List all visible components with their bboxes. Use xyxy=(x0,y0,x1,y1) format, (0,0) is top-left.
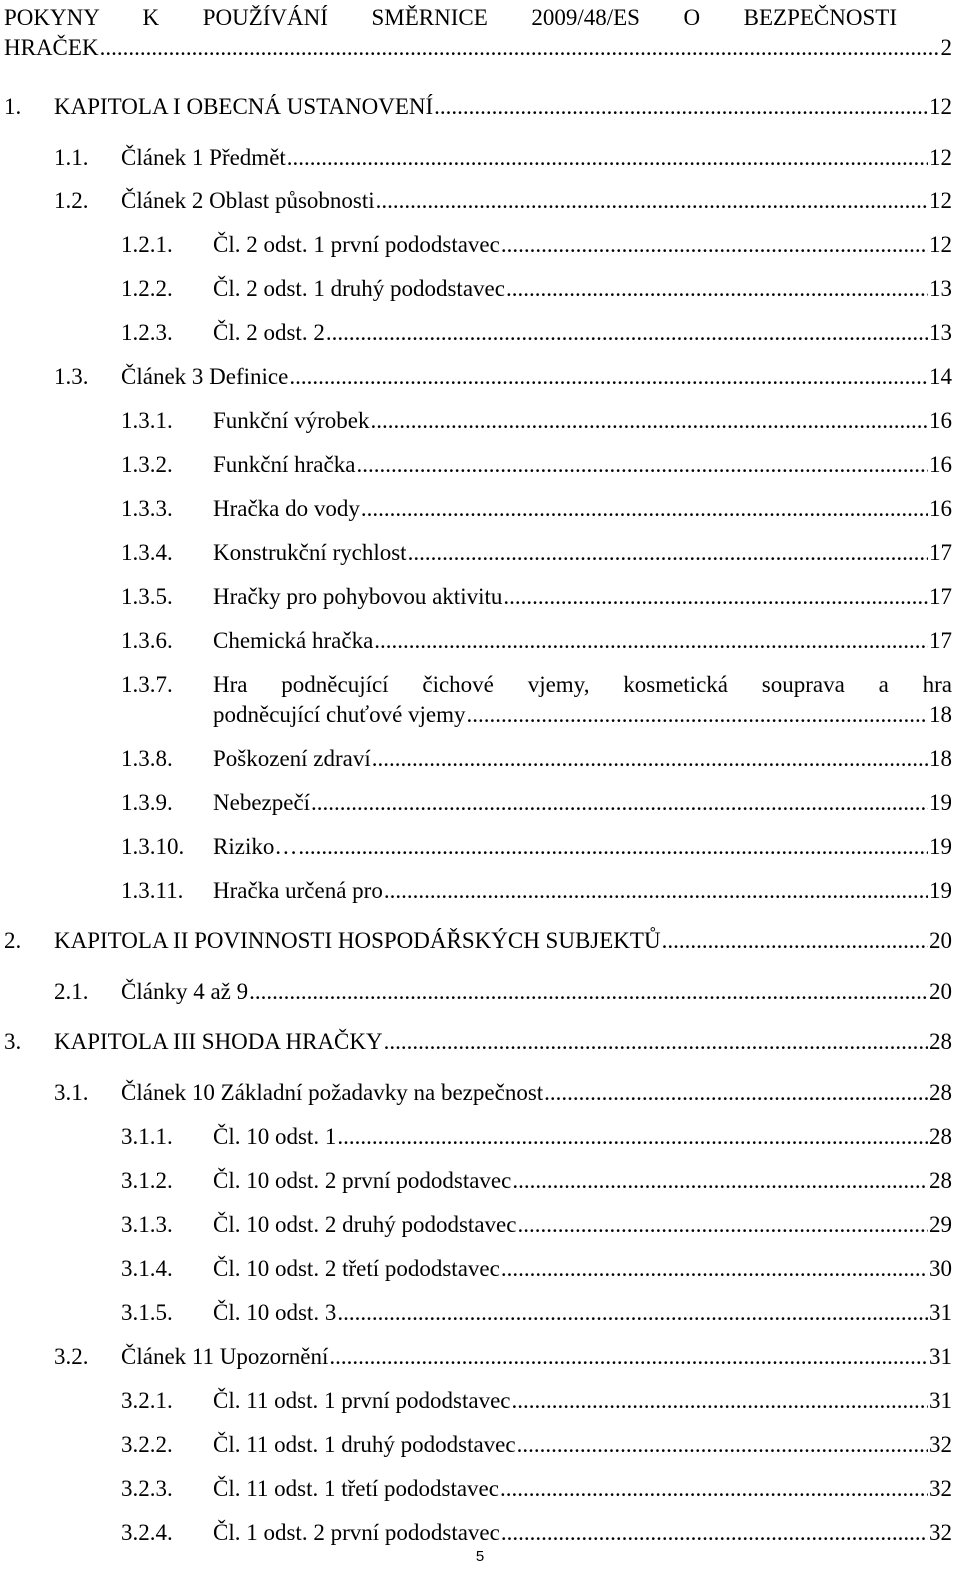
toc-entry[interactable] xyxy=(0,318,952,348)
toc-entry[interactable] xyxy=(0,362,952,392)
dot-leader xyxy=(329,1342,928,1372)
toc-entry[interactable] xyxy=(0,494,952,524)
toc-entry-title: Čl. 11 odst. 1 první pododstavec xyxy=(213,1388,511,1413)
toc-entry-page: 28 xyxy=(929,1168,952,1193)
toc-entry-number: 1.3.8. xyxy=(121,746,173,771)
toc-entry-number: 1.2.3. xyxy=(121,320,173,345)
toc-entry-page: 29 xyxy=(929,1212,952,1237)
toc-entry[interactable] xyxy=(0,1122,952,1152)
toc-entry[interactable] xyxy=(0,1474,952,1504)
toc-entry-title: Hračky pro pohybovou aktivitu xyxy=(213,584,503,609)
toc-entry-page: 32 xyxy=(929,1520,952,1545)
toc-entry-page: 17 xyxy=(929,584,952,609)
toc-entry-number: 1.3.6. xyxy=(121,628,173,653)
toc-entry-title: Riziko… xyxy=(213,834,298,859)
dot-leader xyxy=(374,626,928,656)
toc-entry-title: Čl. 2 odst. 1 druhý pododstavec xyxy=(213,276,505,301)
toc-entry-number: 3.1.2. xyxy=(121,1168,173,1193)
toc-entry-page: 19 xyxy=(929,834,952,859)
toc-entry-title: KAPITOLA III SHODA HRAČKY xyxy=(54,1029,383,1054)
toc-entry-page: 28 xyxy=(929,1124,952,1149)
dot-leader xyxy=(517,1430,928,1460)
dot-leader xyxy=(384,876,928,906)
dot-leader xyxy=(408,538,928,568)
dot-leader xyxy=(287,143,928,173)
toc-entry-page: 30 xyxy=(929,1256,952,1281)
toc-entry-title: Čl. 11 odst. 1 druhý pododstavec xyxy=(213,1432,516,1457)
toc-entry-number: 3.1.5. xyxy=(121,1300,173,1325)
toc-entry-number: 3.1.4. xyxy=(121,1256,173,1281)
toc-entry[interactable] xyxy=(0,274,952,304)
toc-entry[interactable] xyxy=(0,626,952,656)
toc-entry-number: 1.1. xyxy=(54,145,89,170)
page-number: 5 xyxy=(475,1548,485,1565)
toc-entry-page: 18 xyxy=(929,746,952,771)
toc-entry-page: 20 xyxy=(929,928,952,953)
toc-entry-number: 3.1.3. xyxy=(121,1212,173,1237)
toc-entry-number: 1.3.11. xyxy=(121,878,184,903)
dot-leader xyxy=(361,494,928,524)
toc-entry-page: 17 xyxy=(929,540,952,565)
dot-leader xyxy=(337,1122,928,1152)
toc-entry-number: 3.2.2. xyxy=(121,1432,173,1457)
toc-entry[interactable] xyxy=(0,230,952,260)
toc-entry-title: Nebezpečí xyxy=(213,790,311,815)
toc-entry[interactable] xyxy=(0,1210,952,1240)
toc-entry[interactable] xyxy=(0,1078,952,1108)
toc-entry-number: 1.3.9. xyxy=(121,790,173,815)
toc-entry[interactable] xyxy=(0,186,952,216)
dot-leader xyxy=(249,977,928,1007)
toc-entry[interactable] xyxy=(0,143,952,173)
toc-entry-number: 2. xyxy=(4,928,22,953)
toc-entry-number: 1.3.3. xyxy=(121,496,173,521)
toc-entry-page: 20 xyxy=(929,979,952,1004)
toc-entry[interactable] xyxy=(0,1342,952,1372)
toc-entry-number: 1. xyxy=(4,94,22,119)
toc-entry-title: Čl. 2 odst. 2 xyxy=(213,320,325,345)
dot-leader xyxy=(517,1210,928,1240)
toc-entry-title: Funkční hračka xyxy=(213,452,356,477)
dot-leader xyxy=(501,1254,928,1284)
toc-entry-number: 3.1. xyxy=(54,1080,89,1105)
toc-entry-page: 14 xyxy=(929,364,952,389)
toc-entry-number: 1.3.5. xyxy=(121,584,173,609)
dot-leader xyxy=(372,744,928,774)
dot-leader xyxy=(311,788,928,818)
toc-entry-title: Funkční výrobek xyxy=(213,408,370,433)
toc-entry-number: 3.1.1. xyxy=(121,1124,173,1149)
toc-entry-number: 3.2.1. xyxy=(121,1388,173,1413)
toc-entry[interactable] xyxy=(0,1518,952,1548)
toc-entry[interactable] xyxy=(0,450,952,480)
toc-entry[interactable] xyxy=(0,788,952,818)
toc-entry-title: Čl. 10 odst. 1 xyxy=(213,1124,337,1149)
toc-entry-title: Článek 3 Definice xyxy=(121,364,289,389)
toc-entry[interactable] xyxy=(0,92,952,122)
toc-entry[interactable] xyxy=(0,1254,952,1284)
toc-entry-number: 3.2.3. xyxy=(121,1476,173,1501)
toc-entry[interactable] xyxy=(0,1027,952,1057)
toc-entry-number: 1.2.2. xyxy=(121,276,173,301)
toc-entry-page: 16 xyxy=(929,496,952,521)
toc-entry-title-continued: podněcující chuťové vjemy xyxy=(213,702,466,727)
toc-entry[interactable] xyxy=(0,1298,952,1328)
toc-heading-line2: HRAČEK xyxy=(4,35,99,60)
toc-entry-page: 32 xyxy=(929,1476,952,1501)
toc-entry-number: 3.2. xyxy=(54,1344,89,1369)
dot-leader xyxy=(500,1474,928,1504)
dot-leader xyxy=(289,362,928,392)
toc-entry-title: Poškození zdraví xyxy=(213,746,371,771)
toc-entry-page: 19 xyxy=(929,878,952,903)
toc-entry-page: 31 xyxy=(929,1344,952,1369)
toc-entry[interactable] xyxy=(0,406,952,436)
dot-leader xyxy=(376,186,928,216)
toc-entry-number: 1.3.10. xyxy=(121,834,185,859)
dot-leader xyxy=(100,33,940,63)
toc-entry-page: 13 xyxy=(929,320,952,345)
toc-entry-title: Čl. 10 odst. 2 druhý pododstavec xyxy=(213,1212,517,1237)
dot-leader xyxy=(511,1386,928,1416)
dot-leader xyxy=(501,1518,928,1548)
dot-leader xyxy=(434,92,928,122)
toc-entry-page: 12 xyxy=(929,232,952,257)
toc-entry-title: Čl. 10 odst. 2 třetí pododstavec xyxy=(213,1256,500,1281)
dot-leader xyxy=(467,700,928,730)
dot-leader xyxy=(337,1298,928,1328)
dot-leader xyxy=(384,1027,928,1057)
toc-entry-title: Článek 1 Předmět xyxy=(121,145,286,170)
toc-entry-number: 1.3. xyxy=(54,364,89,389)
toc-entry[interactable] xyxy=(0,1166,952,1196)
toc-entry-title: Hra podněcující čichové vjemy, kosmetická souprava a hra xyxy=(213,672,952,697)
toc-entry-title: KAPITOLA I OBECNÁ USTANOVENÍ xyxy=(54,94,434,119)
toc-entry-title: KAPITOLA II POVINNOSTI HOSPODÁŘSKÝCH SUBJEKTŮ xyxy=(54,928,661,953)
dot-leader xyxy=(512,1166,928,1196)
dot-leader xyxy=(662,926,928,956)
toc-entry-title: Články 4 až 9 xyxy=(121,979,249,1004)
toc-entry-page: 31 xyxy=(929,1300,952,1325)
toc-entry[interactable] xyxy=(0,744,952,774)
dot-leader xyxy=(326,318,928,348)
toc-entry-page: 16 xyxy=(929,408,952,433)
toc-heading xyxy=(0,3,952,65)
toc-entry-number: 3. xyxy=(4,1029,22,1054)
toc-entry-title: Čl. 11 odst. 1 třetí pododstavec xyxy=(213,1476,499,1501)
dot-leader xyxy=(501,230,928,260)
toc-heading-line1: POKYNY K POUŽÍVÁNÍ SMĚRNICE 2009/48/ES O BEZPEČNOSTI xyxy=(4,5,897,30)
toc-entry[interactable] xyxy=(0,538,952,568)
toc-entry-number: 1.2.1. xyxy=(121,232,173,257)
toc-entry-title: Článek 2 Oblast působnosti xyxy=(121,188,375,213)
toc-entry-title: Čl. 1 odst. 2 první pododstavec xyxy=(213,1520,500,1545)
toc-entry-page: 13 xyxy=(929,276,952,301)
toc-entry[interactable] xyxy=(0,1386,952,1416)
toc-entry[interactable] xyxy=(0,977,952,1007)
toc-entry[interactable] xyxy=(0,832,952,862)
toc-entry-number: 1.3.7. xyxy=(121,672,173,697)
dot-leader xyxy=(506,274,928,304)
toc-entry-page: 16 xyxy=(929,452,952,477)
toc-entry[interactable] xyxy=(0,1430,952,1460)
toc-entry-page: 28 xyxy=(929,1029,952,1054)
toc-entry-page: 18 xyxy=(929,702,952,727)
toc-entry-page: 31 xyxy=(929,1388,952,1413)
toc-entry-number: 1.2. xyxy=(54,188,89,213)
toc-entry-page: 12 xyxy=(929,145,952,170)
dot-leader xyxy=(298,832,928,862)
toc-entry-page: 12 xyxy=(929,94,952,119)
toc-entry-title: Hračka určená pro xyxy=(213,878,383,903)
toc-entry-page: 17 xyxy=(929,628,952,653)
dot-leader xyxy=(371,406,928,436)
toc-entry-title: Čl. 2 odst. 1 první pododstavec xyxy=(213,232,500,257)
toc-entry-title: Článek 10 Základní požadavky na bezpečnost xyxy=(121,1080,544,1105)
toc-entry-title: Článek 11 Upozornění xyxy=(121,1344,329,1369)
toc-entry-page: 32 xyxy=(929,1432,952,1457)
toc-entry-number: 1.3.2. xyxy=(121,452,173,477)
dot-leader xyxy=(356,450,928,480)
toc-entry-number: 2.1. xyxy=(54,979,89,1004)
toc-entry-page: 19 xyxy=(929,790,952,815)
toc-entry-page: 12 xyxy=(929,188,952,213)
toc-entry-number: 1.3.4. xyxy=(121,540,173,565)
dot-leader xyxy=(503,582,928,612)
toc-entry-number: 1.3.1. xyxy=(121,408,173,433)
toc-entry-number: 3.2.4. xyxy=(121,1520,173,1545)
toc-entry[interactable] xyxy=(0,670,952,732)
toc-entry-page: 28 xyxy=(929,1080,952,1105)
toc-entry-title: Chemická hračka xyxy=(213,628,374,653)
toc-entry-title: Čl. 10 odst. 3 xyxy=(213,1300,337,1325)
toc-entry-title: Čl. 10 odst. 2 první pododstavec xyxy=(213,1168,512,1193)
toc-entry-title: Hračka do vody xyxy=(213,496,360,521)
toc-entry[interactable] xyxy=(0,926,952,956)
toc-entry[interactable] xyxy=(0,582,952,612)
toc-entry[interactable] xyxy=(0,876,952,906)
toc-heading-page: 2 xyxy=(940,35,952,60)
toc-entry-title: Konstrukční rychlost xyxy=(213,540,407,565)
dot-leader xyxy=(544,1078,928,1108)
